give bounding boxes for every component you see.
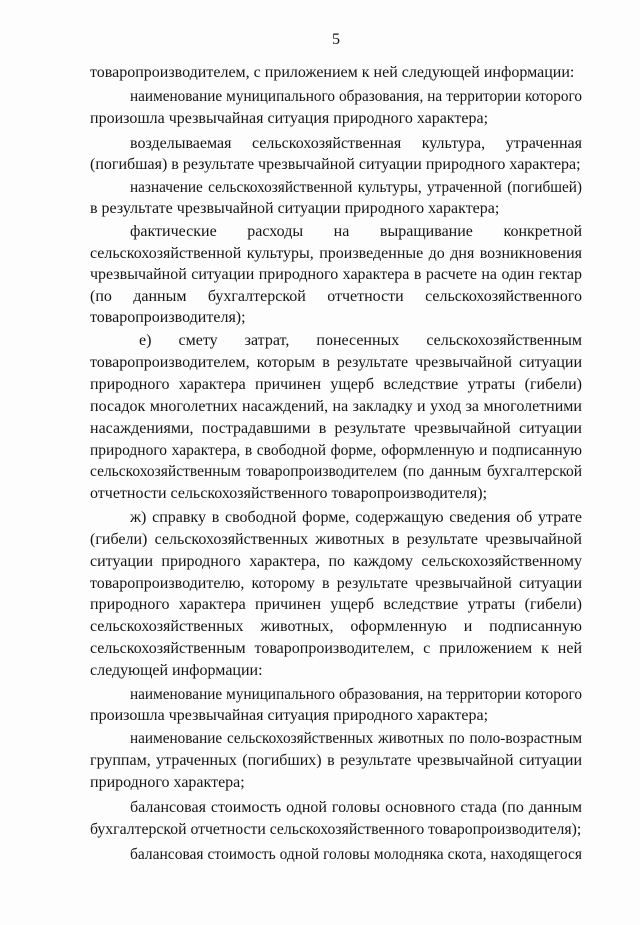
text-line: посадок многолетних насаждений, на закладку и уход за многолетними (90, 398, 582, 415)
text-line: природного характера причинен ущерб вследствие утраты (гибели) (90, 376, 582, 393)
text-line: фактические расходы на выращивание конкретной (130, 223, 582, 240)
text-line: природного характера; (90, 774, 245, 791)
text-line: возделываемая сельскохозяйственная культура, утраченная (130, 135, 582, 152)
text-line: (гибели) сельскохозяйственных животных в результате чрезвычайной (90, 531, 582, 548)
text-line: наименование муниципального образования, на территории которого (130, 686, 582, 703)
text-line: ситуации природного характера, по каждому сельскохозяйственному (90, 553, 582, 570)
text-line: назначение сельскохозяйственной культуры, утраченной (погибшей) (130, 179, 582, 196)
text-line: отчетности сельскохозяйственного товаропроизводителя); (90, 485, 488, 502)
text-line: (погибшая) в результате чрезвычайной ситуации природного характера; (90, 156, 581, 173)
text-line: чрезвычайной ситуации природного характера в расчете на один гектар (90, 266, 582, 283)
text-line: балансовая стоимость одной головы основного стада (по данным (130, 799, 582, 816)
text-line: природного характера причинен ущерб вследствие утраты (гибели) (90, 596, 582, 613)
text-line: (по данным бухгалтерской отчетности сельскохозяйственного (90, 288, 582, 305)
text-line: балансовая стоимость одной головы молодняка скота, находящегося (130, 846, 582, 863)
text-line: насаждениями, пострадавшими в результате чрезвычайной ситуации (90, 420, 582, 437)
text-line: следующей информации: (90, 662, 263, 679)
text-line: наименование муниципального образования, на территории которого (130, 88, 582, 105)
text-line: товаропроизводителю, которому в результате чрезвычайной ситуации (90, 575, 582, 592)
text-line: сельскохозяйственным товаропроизводителем (по данным бухгалтерской (90, 463, 582, 480)
text-line: произошла чрезвычайная ситуация природного характера; (90, 110, 489, 127)
text-line: товаропроизводителем, которым в результате чрезвычайной ситуации (90, 354, 582, 371)
text-line: сельскохозяйственных животных, оформленную и подписанную (90, 618, 582, 635)
page-number: 5 (332, 31, 340, 48)
text-line: е) смету затрат, понесенных сельскохозяйственным (139, 332, 582, 349)
text-line: сельскохозяйственной культуры, произведенные до дня возникновения (90, 245, 582, 262)
text-line: товаропроизводителем, с приложением к ней следующей информации: (90, 64, 575, 81)
text-line: природного характера, в свободной форме, оформленную и подписанную (90, 442, 582, 459)
text-line: бухгалтерской отчетности сельскохозяйственного товаропроизводителя); (90, 821, 582, 838)
text-line: в результате чрезвычайной ситуации природного характера; (90, 200, 500, 217)
text-line: сельскохозяйственным товаропроизводителем, с приложением к ней (90, 640, 582, 657)
text-line: ж) справку в свободной форме, содержащую сведения об утрате (130, 509, 582, 526)
text-line: произошла чрезвычайная ситуация природного характера; (90, 707, 489, 724)
text-line: группам, утраченных (погибших) в результате чрезвычайной ситуации (90, 752, 582, 769)
text-line: наименование сельскохозяйственных животных по поло-возрастным (130, 730, 582, 747)
text-line: товаропроизводителя); (90, 309, 246, 326)
